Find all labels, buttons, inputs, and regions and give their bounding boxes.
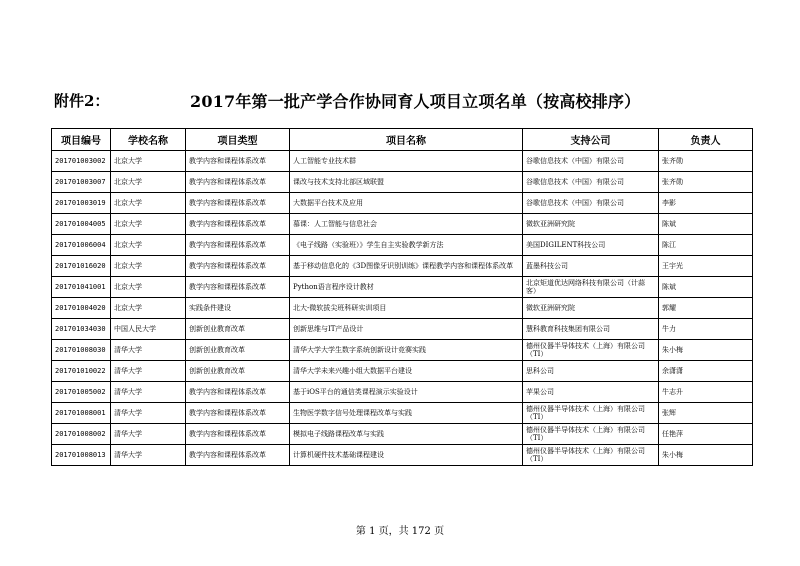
header-supporting-company: 支持公司 <box>523 129 659 151</box>
school-name-cell: 北京大学 <box>111 256 186 277</box>
school-name-cell: 清华大学 <box>111 403 186 424</box>
school-name-cell: 清华大学 <box>111 361 186 382</box>
school-name-cell: 北京大学 <box>111 214 186 235</box>
project-type-cell: 教学内容和课程体系改革 <box>186 172 290 193</box>
project-type-cell: 创新创业教育改革 <box>186 340 290 361</box>
school-name-cell: 清华大学 <box>111 424 186 445</box>
person-in-charge-cell: 任艳萍 <box>659 424 753 445</box>
table-row <box>52 256 753 277</box>
project-type-cell: 教学内容和课程体系改革 <box>186 151 290 172</box>
project-type-cell: 教学内容和课程体系改革 <box>186 382 290 403</box>
supporting-company-cell: 苹果公司 <box>523 382 659 403</box>
person-in-charge-cell: 张齐勋 <box>659 172 753 193</box>
project-table <box>51 128 753 466</box>
project-type-cell: 教学内容和课程体系改革 <box>186 235 290 256</box>
table-row <box>52 340 753 361</box>
person-in-charge-cell: 王宇光 <box>659 256 753 277</box>
table-row <box>52 382 753 403</box>
project-id-cell: 201701041001 <box>52 277 111 298</box>
person-in-charge-cell: 朱小梅 <box>659 445 753 466</box>
school-name-cell: 清华大学 <box>111 340 186 361</box>
table-row <box>52 214 753 235</box>
header-project-name: 项目名称 <box>290 129 523 151</box>
person-in-charge-cell: 牛志升 <box>659 382 753 403</box>
project-id-cell: 201701016020 <box>52 256 111 277</box>
project-type-cell: 创新创业教育改革 <box>186 319 290 340</box>
project-id-cell: 201701010022 <box>52 361 111 382</box>
person-in-charge-cell: 陈斌 <box>659 214 753 235</box>
table-row <box>52 403 753 424</box>
table-row <box>52 235 753 256</box>
supporting-company-cell: 德州仪器半导体技术（上海）有限公司（TI） <box>523 340 659 361</box>
project-name-cell: 慕课：人工智能与信息社会 <box>290 214 523 235</box>
project-type-cell: 实践条件建设 <box>186 298 290 319</box>
header-project-id: 项目编号 <box>52 129 111 151</box>
school-name-cell: 北京大学 <box>111 151 186 172</box>
table-row <box>52 298 753 319</box>
person-in-charge-cell: 张辉 <box>659 403 753 424</box>
project-type-cell: 教学内容和课程体系改革 <box>186 403 290 424</box>
project-id-cell: 201701008030 <box>52 340 111 361</box>
supporting-company-cell: 微软亚洲研究院 <box>523 214 659 235</box>
project-type-cell: 教学内容和课程体系改革 <box>186 193 290 214</box>
project-id-cell: 201701008013 <box>52 445 111 466</box>
project-type-cell: 教学内容和课程体系改革 <box>186 277 290 298</box>
school-name-cell: 北京大学 <box>111 193 186 214</box>
project-name-cell: 大数据平台技术及应用 <box>290 193 523 214</box>
person-in-charge-cell: 牛力 <box>659 319 753 340</box>
table-row <box>52 319 753 340</box>
school-name-cell: 清华大学 <box>111 382 186 403</box>
supporting-company-cell: 谷歌信息技术（中国）有限公司 <box>523 193 659 214</box>
project-type-cell: 教学内容和课程体系改革 <box>186 214 290 235</box>
person-in-charge-cell: 陈江 <box>659 235 753 256</box>
table-row <box>52 361 753 382</box>
supporting-company-cell: 思科公司 <box>523 361 659 382</box>
supporting-company-cell: 谷歌信息技术（中国）有限公司 <box>523 151 659 172</box>
project-name-cell: 基于移动信息化的《3D图像牙识别训练》课程教学内容和课程体系改革 <box>290 256 523 277</box>
supporting-company-cell: 美国DIGILENT科技公司 <box>523 235 659 256</box>
project-name-cell: 人工智能专业技术群 <box>290 151 523 172</box>
supporting-company-cell: 北京矩道优达网络科技有限公司（计蒜客） <box>523 277 659 298</box>
project-name-cell: Python语言程序设计教材 <box>290 277 523 298</box>
header-school-name: 学校名称 <box>111 129 186 151</box>
supporting-company-cell: 德州仪器半导体技术（上海）有限公司（TI） <box>523 445 659 466</box>
project-name-cell: 清华大学未来兴趣小组大数据平台建设 <box>290 361 523 382</box>
supporting-company-cell: 德州仪器半导体技术（上海）有限公司（TI） <box>523 424 659 445</box>
project-id-cell: 201701004005 <box>52 214 111 235</box>
project-id-cell: 201701006004 <box>52 235 111 256</box>
supporting-company-cell: 微软亚洲研究院 <box>523 298 659 319</box>
project-name-cell: 清华大学大学生数字系统创新设计竞赛实践 <box>290 340 523 361</box>
project-name-cell: 课改与技术支持北部区域联盟 <box>290 172 523 193</box>
table-row <box>52 193 753 214</box>
project-id-cell: 201701034030 <box>52 319 111 340</box>
project-name-cell: 生物医学数字信号处理课程改革与实践 <box>290 403 523 424</box>
header-project-type: 项目类型 <box>186 129 290 151</box>
person-in-charge-cell: 郭耀 <box>659 298 753 319</box>
header-person-in-charge: 负责人 <box>659 129 753 151</box>
project-id-cell: 201701004020 <box>52 298 111 319</box>
project-name-cell: 创新思维与IT产品设计 <box>290 319 523 340</box>
table-row <box>52 445 753 466</box>
school-name-cell: 清华大学 <box>111 445 186 466</box>
table-row <box>52 424 753 445</box>
supporting-company-cell: 德州仪器半导体技术（上海）有限公司（TI） <box>523 403 659 424</box>
project-id-cell: 201701003002 <box>52 151 111 172</box>
project-type-cell: 教学内容和课程体系改革 <box>186 256 290 277</box>
project-name-cell: 计算机硬件技术基础课程建设 <box>290 445 523 466</box>
person-in-charge-cell: 陈斌 <box>659 277 753 298</box>
project-type-cell: 创新创业教育改革 <box>186 361 290 382</box>
school-name-cell: 北京大学 <box>111 172 186 193</box>
table-row <box>52 151 753 172</box>
project-name-cell: 《电子线路（实验班）》学生自主实验教学新方法 <box>290 235 523 256</box>
project-id-cell: 201701003007 <box>52 172 111 193</box>
person-in-charge-cell: 朱小梅 <box>659 340 753 361</box>
table-row <box>52 172 753 193</box>
school-name-cell: 北京大学 <box>111 235 186 256</box>
supporting-company-cell: 谷歌信息技术（中国）有限公司 <box>523 172 659 193</box>
page-title: 2017年第一批产学合作协同育人项目立项名单（按高校排序） <box>190 92 641 111</box>
person-in-charge-cell: 余潇潇 <box>659 361 753 382</box>
table-header-row <box>52 129 753 151</box>
table-row <box>52 277 753 298</box>
project-type-cell: 教学内容和课程体系改革 <box>186 445 290 466</box>
person-in-charge-cell: 张齐勋 <box>659 151 753 172</box>
project-type-cell: 教学内容和课程体系改革 <box>186 424 290 445</box>
supporting-company-cell: 蓝墨科技公司 <box>523 256 659 277</box>
project-name-cell: 北大-微软拔尖班科研实训项目 <box>290 298 523 319</box>
attachment-label: 附件2： <box>54 92 110 110</box>
school-name-cell: 北京大学 <box>111 277 186 298</box>
project-id-cell: 201701008001 <box>52 403 111 424</box>
project-name-cell: 基于iOS平台的通信类课程演示实验设计 <box>290 382 523 403</box>
school-name-cell: 北京大学 <box>111 298 186 319</box>
project-id-cell: 201701008002 <box>52 424 111 445</box>
supporting-company-cell: 慧科教育科技集团有限公司 <box>523 319 659 340</box>
person-in-charge-cell: 李影 <box>659 193 753 214</box>
page-indicator: 第 1 页，共 172 页 <box>355 526 445 537</box>
school-name-cell: 中国人民大学 <box>111 319 186 340</box>
project-name-cell: 模拟电子线路课程改革与实践 <box>290 424 523 445</box>
project-id-cell: 201701003019 <box>52 193 111 214</box>
project-id-cell: 201701005002 <box>52 382 111 403</box>
